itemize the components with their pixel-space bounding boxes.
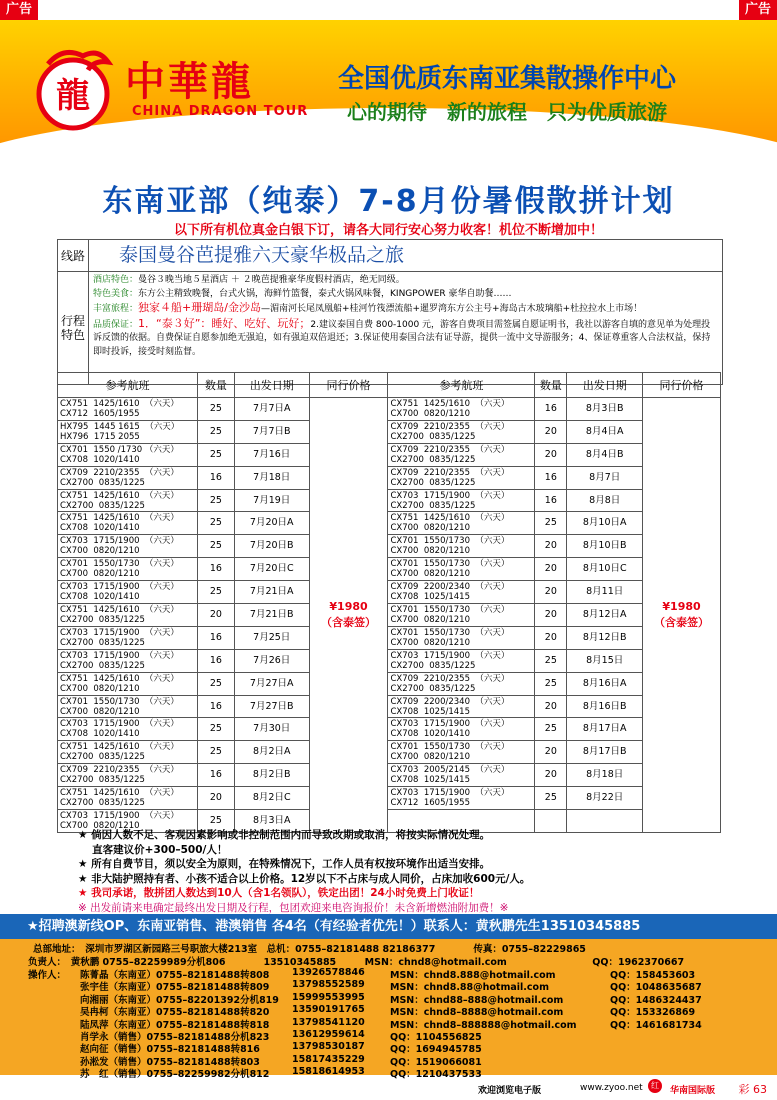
date-cell: 8月7日: [567, 466, 643, 489]
note-item-promise: ★ 我司承诺，散拼团人数达到10人（含1名领队），铁定出团！24小时免费上门收证！: [78, 887, 480, 899]
trip-key: 丰富旅程：: [93, 304, 139, 314]
flight-cell: CX751 1425/1610 （六天） CX2700 0835/1225: [58, 787, 198, 810]
flight-cell: CX701 1550/1730 （六天） CX700 0820/1210: [388, 741, 535, 764]
trip-highlight: 独家４船+珊瑚岛/金沙岛: [138, 301, 261, 314]
quantity-cell: 20: [197, 604, 234, 627]
quantity-cell: 16: [535, 398, 567, 421]
staff-im: MSN：chnd88–888@hotmail.com: [390, 994, 564, 1006]
quantity-cell: 20: [197, 787, 234, 810]
flight-cell: CX751 1425/1610 （六天） CX2700 0835/1225: [58, 741, 198, 764]
staff-name: 赵向征（销售）0755–82181488转816: [80, 1044, 260, 1056]
flight-cell: CX701 1550/1730 （六天） CX700 0820/1210: [388, 558, 535, 581]
table-row: [58, 489, 721, 512]
page-subtitle: 以下所有机位真金白银下订，请各大同行安心努力收客！机位不断增加中！: [173, 223, 603, 238]
table-row: [58, 787, 721, 810]
staff-im: QQ：1104556825: [390, 1032, 482, 1043]
quantity-cell: 25: [535, 787, 567, 810]
flight-cell: CX703 1715/1900 （六天） CX708 1020/1410: [388, 718, 535, 741]
flight-cell: CX701 1550/1730 （六天） CX700 0820/1210: [388, 626, 535, 649]
route-info-box: [57, 239, 723, 385]
quantity-cell: 16: [535, 466, 567, 489]
quantity-cell: 16: [197, 764, 234, 787]
page-title: 东南亚部（纯泰）7-8月份暑假散拼计划: [102, 184, 675, 219]
staff-mobile: 13798541120: [292, 1016, 365, 1028]
flight-cell: CX701 1550/1730 （六天） CX700 0820/1210: [58, 695, 198, 718]
date-cell: 8月16日A: [567, 672, 643, 695]
quantity-cell: 20: [535, 535, 567, 558]
price-cell-left: [309, 398, 388, 833]
contact-section: [0, 939, 777, 1081]
quantity-cell: 16: [197, 466, 234, 489]
quantity-cell: 25: [197, 718, 234, 741]
date-cell: 8月3日B: [567, 398, 643, 421]
route-name: 泰国曼谷芭提雅六天豪华极品之旅: [119, 244, 405, 266]
service-key: 品质保证：: [93, 319, 139, 330]
note-item: 直客建议价+300–500/人！: [78, 843, 228, 856]
flight-cell: CX709 2210/2355 （六天） CX2700 0835/1225: [388, 443, 535, 466]
header-qty-right: 数量: [535, 373, 567, 398]
date-cell: 8月12日B: [567, 626, 643, 649]
flight-cell: HX795 1445 1615 （六天） HX796 1715 2055: [58, 420, 198, 443]
quantity-cell: 20: [535, 443, 567, 466]
header-date-right: 出发日期: [567, 373, 643, 398]
quantity-cell: 25: [535, 649, 567, 672]
ad-tag-left: 广告: [0, 0, 38, 20]
route-label: 线路: [58, 240, 89, 271]
flight-cell: CX703 1715/1900 （六天） CX708 1020/1410: [58, 718, 198, 741]
flight-cell: CX703 1715/1900 （六天） CX712 1605/1955: [388, 787, 535, 810]
date-cell: 8月17日B: [567, 741, 643, 764]
date-cell: 8月12日A: [567, 604, 643, 627]
date-cell: 8月17日A: [567, 718, 643, 741]
header-price-left: 同行价格: [309, 373, 388, 398]
features-text: [89, 272, 722, 384]
date-cell: 8月2日B: [234, 764, 309, 787]
date-cell: 7月7日A: [234, 398, 309, 421]
staff-im: MSN：chnd8–888888@hotmail.com: [390, 1019, 577, 1031]
table-row: [58, 466, 721, 489]
date-cell: 7月21日B: [234, 604, 309, 627]
date-cell: 8月3日A: [234, 810, 309, 833]
flight-cell: CX709 2210/2355 （六天） CX2700 0835/1225: [388, 420, 535, 443]
date-cell: 8月2日A: [234, 741, 309, 764]
header-flight-right: 参考航班: [388, 373, 535, 398]
staff-im: QQ：1519066081: [390, 1056, 482, 1068]
flight-cell: CX701 1550 /1730 （六天） CX708 1020/1410: [58, 443, 198, 466]
quantity-cell: 20: [535, 764, 567, 787]
quantity-cell: 20: [535, 420, 567, 443]
quantity-cell: 25: [197, 672, 234, 695]
header-price-right: 同行价格: [643, 373, 721, 398]
quantity-cell: 20: [535, 558, 567, 581]
quantity-cell: 25: [535, 672, 567, 695]
staff-name: 陈菁晶（东南亚）0755–82181488转808: [80, 970, 270, 981]
price-note: （含泰签）: [654, 615, 710, 629]
quantity-cell: 20: [535, 695, 567, 718]
staff-im: QQ：1694945785: [390, 1044, 482, 1056]
service-highlight: 1．“泰３好”：睡好、吃好、玩好；: [138, 316, 311, 330]
staff-name: 苏 红（销售）0755–82259982分机812: [80, 1069, 270, 1081]
staff-qq: QQ：153326869: [610, 1007, 696, 1019]
footer-text: 欢迎浏览电子版: [478, 1086, 542, 1096]
date-cell: 8月18日: [567, 764, 643, 787]
staff-name: 张宇佳（东南亚）0755–82181488转809: [80, 982, 270, 994]
flight-cell: CX751 1425/1610 （六天） CX708 1020/1410: [58, 512, 198, 535]
quantity-cell: 25: [535, 718, 567, 741]
staff-mobile: 15999553995: [292, 991, 365, 1003]
date-cell: 8月10日C: [567, 558, 643, 581]
footer-url[interactable]: www.zyoo.net: [580, 1083, 643, 1093]
date-cell: 8月11日: [567, 581, 643, 604]
table-row: [58, 512, 721, 535]
trip-text: —湄南河长尾凤凰船+桂河竹筏漂流船+暹罗湾东方公主号+海岛古木玻璃船+杜拉拉水上市场！: [260, 304, 643, 314]
staff-mobile: 13590191765: [292, 1004, 365, 1016]
staff-im: MSN：chnd8.88@hotmail.com: [390, 982, 549, 994]
flight-cell: CX703 1715/1900 （六天） CX2700 0835/1225: [58, 626, 198, 649]
slogan-line1: 全国优质东南亚集散操作中心: [338, 64, 677, 94]
recruit-banner: ★招聘澳新线OP、东南亚销售、港澳销售 各4名（有经验者优先！）联系人：黄秋鹏先生13510345885: [0, 914, 777, 939]
flight-cell: CX703 1715/1900 （六天） CX700 0820/1210: [58, 810, 198, 833]
date-cell: 8月10日A: [567, 512, 643, 535]
staff-qq: QQ：1486324437: [610, 994, 702, 1006]
flight-cell: CX709 2200/2340 （六天） CX708 1025/1415: [388, 581, 535, 604]
flight-cell: CX751 1425/1610 （六天） CX700 0820/1210: [388, 512, 535, 535]
date-cell: 8月10日B: [567, 535, 643, 558]
quantity-cell: 25: [197, 420, 234, 443]
header-banner: [0, 20, 777, 170]
staff-qq: QQ：158453603: [610, 970, 696, 981]
flight-cell: CX709 2200/2340 （六天） CX708 1025/1415: [388, 695, 535, 718]
table-row: [58, 626, 721, 649]
brand-english: CHINA DRAGON TOUR: [132, 104, 309, 119]
staff-name: 吴冉柯（东南亚）0755–82181488转820: [80, 1007, 270, 1019]
hotel-text: 曼谷３晚当地５星酒店 ＋ ２晚芭提雅豪华度假村酒店，绝无同级。: [138, 275, 405, 285]
date-cell: 7月20日A: [234, 512, 309, 535]
price-note: （含泰签）: [321, 615, 377, 629]
footer-edition: 华南国际版: [670, 1086, 716, 1096]
date-cell: 8月8日: [567, 489, 643, 512]
table-row: [58, 443, 721, 466]
date-cell: 7月26日: [234, 649, 309, 672]
price-cell-right: [643, 398, 721, 833]
logo-char: 龍: [56, 76, 90, 116]
food-key: 特色美食：: [93, 288, 139, 299]
date-cell: 7月20日C: [234, 558, 309, 581]
date-cell: 7月27日B: [234, 695, 309, 718]
quantity-cell: 16: [535, 489, 567, 512]
flight-cell: CX751 1425/1610 （六天） CX700 0820/1210: [388, 398, 535, 421]
staff-mobile: 15818614953: [292, 1066, 365, 1078]
date-cell: 8月4日A: [567, 420, 643, 443]
note-item: ★ 所有自费节目，须以安全为原则，在特殊情况下，工作人员有权按环境作出适当安排。: [78, 858, 491, 870]
date-cell: 7月21日A: [234, 581, 309, 604]
table-row: [58, 604, 721, 627]
slogan-line2: 心的期待 新的旅程 只为优质旅游: [347, 100, 667, 124]
quantity-cell: 20: [535, 626, 567, 649]
quantity-cell: 20: [535, 604, 567, 627]
flight-cell: CX703 1715/1900 （六天） CX2700 0835/1225: [388, 489, 535, 512]
food-text: 东方公主精致晚餐，台式火锅，海鲜竹篮餐，泰式火锅风味餐，KINGPOWER 豪华自助餐……: [138, 288, 512, 299]
date-cell: 8月16日B: [567, 695, 643, 718]
staff-mobile: 15817435229: [292, 1053, 365, 1065]
date-cell: 8月4日B: [567, 443, 643, 466]
date-cell: 8月22日: [567, 787, 643, 810]
price-value: ¥1980: [662, 599, 701, 613]
date-cell: 7月19日: [234, 489, 309, 512]
flight-cell: CX701 1550/1730 （六天） CX700 0820/1210: [388, 535, 535, 558]
quantity-cell: 25: [197, 741, 234, 764]
flight-cell: CX709 2210/2355 （六天） CX2700 0835/1225: [388, 672, 535, 695]
header-qty-left: 数量: [197, 373, 234, 398]
staff-mobile: 13798530187: [292, 1041, 365, 1053]
table-row: [58, 672, 721, 695]
flight-cell: CX709 2210/2355 （六天） CX2700 0835/1225: [58, 466, 198, 489]
header-flight-left: 参考航班: [58, 373, 198, 398]
ad-tag-right: 广告: [739, 0, 777, 20]
staff-qq: QQ：1048635687: [610, 982, 702, 994]
flight-cell: CX751 1425/1610 （六天） CX712 1605/1955: [58, 398, 198, 421]
flight-cell: CX709 2210/2355 （六天） CX2700 0835/1225: [388, 466, 535, 489]
flight-cell: CX751 1425/1610 （六天） CX2700 0835/1225: [58, 489, 198, 512]
price-value: ¥1980: [329, 599, 368, 613]
flight-cell: CX703 1715/1900 （六天） CX2700 0835/1225: [388, 649, 535, 672]
date-cell: 7月25日: [234, 626, 309, 649]
date-cell: 7月7日B: [234, 420, 309, 443]
manager-line: 负责人： 黄秋鹏 0755–82259989分机806 13510345885 MSN：chnd8@hotmail.com QQ：1962370667: [28, 957, 685, 968]
quantity-cell: 25: [197, 535, 234, 558]
quantity-cell: 16: [197, 695, 234, 718]
flight-cell: CX709 2210/2355 （六天） CX2700 0835/1225: [58, 764, 198, 787]
header-date-left: 出发日期: [234, 373, 309, 398]
table-row: [58, 535, 721, 558]
quantity-cell: 25: [197, 512, 234, 535]
flight-cell: CX701 1550/1730 （六天） CX700 0820/1210: [388, 604, 535, 627]
staff-mobile: 13612959614: [292, 1029, 365, 1040]
table-row: [58, 398, 721, 421]
flight-cell: CX701 1550/1730 （六天） CX700 0820/1210: [58, 558, 198, 581]
staff-im: MSN：chnd8–8888@hotmail.com: [390, 1007, 564, 1019]
quantity-cell: 25: [197, 581, 234, 604]
staff-mobile: 13798552589: [292, 979, 365, 991]
table-row: [58, 581, 721, 604]
date-cell: 7月27日A: [234, 672, 309, 695]
brand-name: 中華龍: [125, 58, 254, 105]
schedule-table: [57, 372, 721, 833]
table-row: [58, 718, 721, 741]
dragon-logo-icon: [28, 44, 118, 134]
quantity-cell: 25: [197, 398, 234, 421]
date-cell: 8月2日C: [234, 787, 309, 810]
staff-qq: QQ：1461681734: [610, 1019, 702, 1031]
table-row: [58, 649, 721, 672]
staff-name: 肖学永（销售）0755–82181488分机823: [80, 1032, 270, 1043]
flight-cell: CX751 1425/1610 （六天） CX2700 0835/1225: [58, 604, 198, 627]
table-row: [58, 764, 721, 787]
table-row: [58, 695, 721, 718]
table-row: [58, 420, 721, 443]
staff-name: 向湘丽（东南亚）0755–82201392分机819: [80, 994, 279, 1006]
date-cell: 7月18日: [234, 466, 309, 489]
staff-im: QQ：1210437533: [390, 1069, 482, 1081]
hotel-key: 酒店特色：: [93, 275, 139, 285]
flight-cell: CX703 1715/1900 （六天） CX708 1020/1410: [58, 581, 198, 604]
note-item: ★ 倘因人数不足、客观因素影响或非控制范围内而导致改期或取消，将按实际情况处理。: [78, 829, 491, 841]
footer-logo-icon: 红: [648, 1079, 662, 1093]
note-item-reminder: ※ 出发前请来电确定最终出发日期及行程，包团欢迎来电咨询报价！未含新增燃油附加费！※: [78, 901, 509, 914]
date-cell: 7月30日: [234, 718, 309, 741]
schedule-body: [58, 398, 721, 833]
table-row: [58, 741, 721, 764]
flight-cell: CX703 2005/2145 （六天） CX708 1025/1415: [388, 764, 535, 787]
quantity-cell: 25: [535, 512, 567, 535]
staff-im: MSN：chnd8.888@hotmail.com: [390, 970, 556, 981]
notes: [78, 828, 728, 915]
quantity-cell: 25: [197, 489, 234, 512]
staff-name: 孙淞发（销售）0755–82181488转803: [80, 1056, 260, 1068]
quantity-cell: 25: [197, 443, 234, 466]
quantity-cell: 20: [535, 741, 567, 764]
date-cell: 7月16日: [234, 443, 309, 466]
quantity-cell: 16: [197, 626, 234, 649]
quantity-cell: 20: [535, 581, 567, 604]
features-label: 行程特色: [58, 272, 89, 384]
date-cell: 7月20日B: [234, 535, 309, 558]
page-number: 彩 63: [738, 1083, 767, 1096]
footer: [0, 1075, 777, 1100]
quantity-cell: 16: [197, 649, 234, 672]
staff-mobile: 13926578846: [292, 967, 365, 978]
date-cell: 8月15日: [567, 649, 643, 672]
flight-cell: CX703 1715/1900 （六天） CX2700 0835/1225: [58, 649, 198, 672]
address-line: 总部地址： 深圳市罗湖区新园路三号职旅大楼213室 总机：0755–82181488 82186377 传真：0755–82229865: [33, 944, 586, 955]
flight-cell: CX751 1425/1610 （六天） CX700 0820/1210: [58, 672, 198, 695]
ops-label: 操作人：: [28, 970, 67, 981]
staff-name: 陆凤萍（东南亚）0755–82181488转818: [80, 1019, 270, 1031]
quantity-cell: 25: [197, 810, 234, 833]
service-text: 2.建议泰国自费 800-1000 元，游客自费项目需签属自愿证明书，我社以游客自填的意见单为处理投诉反馈的依据。自费保证自愿参加绝无强迫，如有强迫双倍退还；3.保证使用泰国合法有证导游，提供一流中文导游服务；4、保证尊重客人合法权益，保持即时投诉，接受时刻监督。: [93, 319, 711, 357]
quantity-cell: 16: [197, 558, 234, 581]
table-row: [58, 558, 721, 581]
note-item: ★ 非大陆护照持有者、小孩不适合以上价格。12岁以下不占床与成人同价，占床加收600元/人。: [78, 872, 531, 885]
flight-cell: CX703 1715/1900 （六天） CX700 0820/1210: [58, 535, 198, 558]
